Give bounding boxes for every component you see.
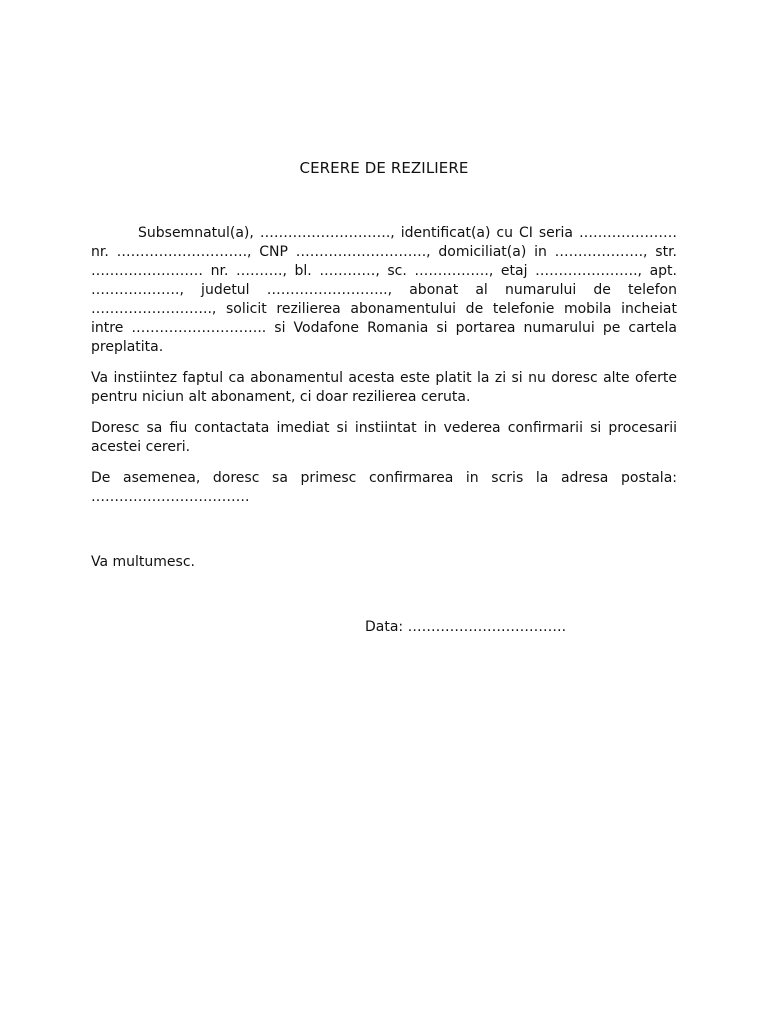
paragraph-payment-status: Va instiintez faptul ca abonamentul acesta este platit la zi si nu doresc alte oferte pentru niciun alt abonament, ci doar rezilierea ceruta.	[91, 370, 677, 405]
paragraph-request: Subsemnatul(a), ………………………., identificat(a) cu CI seria ………………… nr. ………………………., CNP ………………………., domiciliat(a) in ………………., str. …………………… nr. ………., bl. …………, sc. ……………., etaj …………………., apt. ………………., judetul …………………….., abonat al numarului de telefon …………………….., solicit rezilierea abonamentului de telefonie mobila incheiat intre ……………………….. si Vodafone Romania si portarea numarului pe cartela preplatita.	[91, 225, 677, 355]
document-body	[91, 224, 677, 519]
date-field: Data: …………………………….	[365, 619, 567, 635]
paragraph-contact: Doresc sa fiu contactata imediat si instiintat in vederea confirmarii si procesarii acestei cereri.	[91, 420, 677, 455]
document-title: CERERE DE REZILIERE	[299, 159, 469, 177]
paragraph-confirmation-address: De asemenea, doresc sa primesc confirmarea in scris la adresa postala: …………………………….	[91, 470, 677, 505]
closing-thanks: Va multumesc.	[91, 554, 195, 570]
